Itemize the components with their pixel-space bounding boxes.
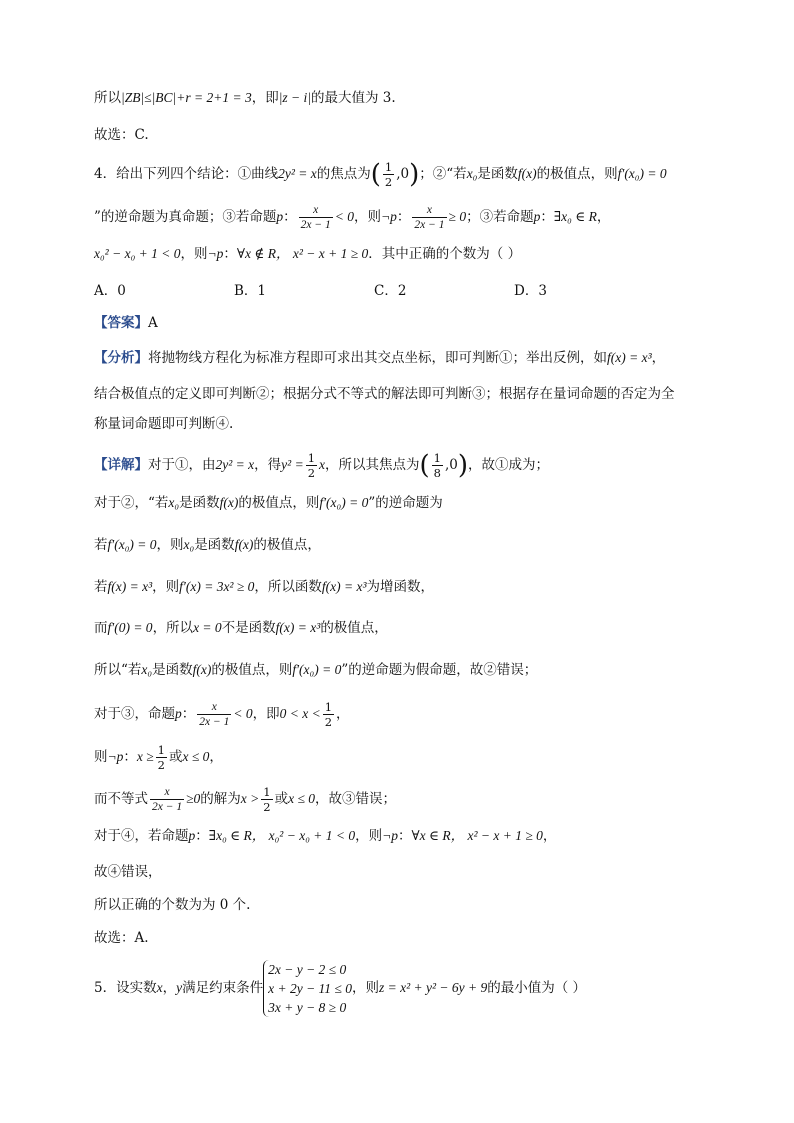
den: 2x − 1 bbox=[414, 219, 445, 231]
text: ，则 bbox=[351, 980, 379, 996]
math: z = x² + y² − 6y + 9 bbox=[378, 980, 488, 995]
math: x ≥ bbox=[136, 749, 154, 764]
text: ，则 bbox=[180, 246, 208, 262]
text: ： bbox=[123, 749, 137, 765]
math: f(x) bbox=[517, 166, 537, 181]
den: 2x − 1 bbox=[300, 219, 331, 231]
constraint: x + 2y − 11 ≤ 0 bbox=[268, 981, 352, 996]
text: ”的逆命题为真命题；③若命题 bbox=[94, 209, 277, 225]
math: x₀ bbox=[183, 537, 195, 552]
math: x = 0 bbox=[193, 620, 222, 635]
question-5-line bbox=[94, 960, 586, 1017]
text: 是函数 bbox=[152, 662, 193, 678]
math: f(x) = x³ bbox=[107, 579, 153, 594]
option-c: C．2 bbox=[374, 283, 407, 299]
den: 2x − 1 bbox=[199, 716, 230, 728]
detail-tag: 【详解】 bbox=[94, 457, 148, 473]
text: 4．给出下列四个结论：①曲线 bbox=[94, 166, 279, 182]
text: 对于③，命题 bbox=[94, 706, 175, 722]
math: x bbox=[319, 457, 326, 472]
analysis-tag: 【分析】 bbox=[94, 350, 148, 366]
text: ，即 bbox=[251, 90, 279, 106]
detail-line-3 bbox=[94, 535, 321, 555]
math: ∀x ∉ R， x² − x + 1 ≥ 0 bbox=[236, 246, 369, 261]
math: f′(0) = 0 bbox=[107, 620, 153, 635]
question-4-line-2 bbox=[94, 203, 610, 232]
detail-line-4 bbox=[94, 577, 434, 597]
math: ∀x ∈ R， x² − x + 1 ≥ 0 bbox=[411, 828, 543, 843]
math: f(x) bbox=[192, 662, 212, 677]
math: 0 < x < bbox=[279, 706, 321, 721]
math: ∃x₀ ∈ R bbox=[553, 209, 597, 224]
text: 对于④，若命题 bbox=[94, 828, 189, 844]
fraction bbox=[412, 203, 446, 232]
math: x ≤ 0 bbox=[288, 791, 316, 806]
fraction bbox=[156, 743, 167, 772]
num: 1 bbox=[307, 451, 316, 465]
math: x > bbox=[240, 791, 260, 806]
text: ，故③错误； bbox=[315, 791, 397, 807]
text: 将抛物线方程化为标准方程即可求出其交点坐标，即可判断①；举出反例，如 bbox=[148, 350, 607, 366]
den: 2 bbox=[384, 175, 393, 189]
option-d: D．3 bbox=[514, 283, 547, 299]
text: 对于①，由 bbox=[148, 457, 216, 473]
fraction bbox=[323, 700, 334, 729]
text: ： bbox=[195, 828, 209, 844]
paren: ( bbox=[419, 450, 430, 481]
math: f(x) = x³ bbox=[275, 620, 321, 635]
text: 若 bbox=[94, 537, 108, 553]
math: f(x) = x³ bbox=[607, 350, 652, 365]
text: 是函数 bbox=[194, 537, 235, 553]
text: 不是函数 bbox=[221, 620, 276, 636]
math: f′(x₀) = 0 bbox=[319, 495, 369, 510]
math: p bbox=[276, 209, 284, 224]
math: 2y² = x bbox=[215, 457, 255, 472]
text: 的最小值为（ ） bbox=[487, 980, 587, 996]
math: ≥ 0 bbox=[448, 209, 467, 224]
text: ， bbox=[596, 209, 611, 225]
num: 1 bbox=[433, 451, 441, 465]
fraction bbox=[432, 451, 443, 480]
analysis-line-2: 结合极值点的定义即可判断②；根据分式不等式的解法即可判断③；根据存在量词命题的否定为全 bbox=[94, 386, 675, 402]
fraction bbox=[306, 451, 317, 480]
num: 1 bbox=[384, 160, 393, 174]
math: y bbox=[176, 980, 183, 995]
text: ， bbox=[336, 706, 350, 722]
math: x ≤ 0 bbox=[182, 749, 210, 764]
math: ≥0 bbox=[186, 791, 201, 806]
text: ， bbox=[209, 749, 223, 765]
text: ．其中正确的个数为（ ） bbox=[368, 246, 522, 262]
text: 而 bbox=[94, 620, 108, 636]
text: ： bbox=[223, 246, 237, 262]
text: ；②“若 bbox=[419, 166, 467, 182]
text: ， bbox=[651, 350, 666, 366]
math: y² = bbox=[281, 457, 304, 472]
answer-tag: 【答案】 bbox=[94, 315, 148, 331]
text: ，所以 bbox=[152, 620, 194, 636]
text: ，所以函数 bbox=[254, 579, 322, 595]
math: x₀ bbox=[466, 166, 478, 181]
detail-line-8 bbox=[94, 743, 223, 772]
text: ： bbox=[181, 706, 196, 722]
num: x bbox=[164, 786, 170, 798]
text: 或 bbox=[274, 791, 289, 807]
math: f′(x) = 3x² ≥ 0 bbox=[179, 579, 255, 594]
text: ： bbox=[398, 828, 412, 844]
text: 满足约束条件 bbox=[182, 980, 264, 996]
math: x₀² − x₀ + 1 < 0 bbox=[94, 246, 181, 261]
den: 2x − 1 bbox=[152, 801, 183, 813]
math: x₀ bbox=[141, 662, 153, 677]
num: 1 bbox=[263, 785, 271, 799]
constraint: 2x − y − 2 ≤ 0 bbox=[268, 962, 347, 977]
math: 2y² = x bbox=[278, 166, 317, 181]
detail-line-9 bbox=[94, 785, 396, 814]
analysis-line-1 bbox=[94, 348, 665, 368]
den: 2 bbox=[263, 800, 271, 814]
option-b: B．1 bbox=[234, 283, 267, 299]
text: ；③若命题 bbox=[466, 209, 534, 225]
text: 的焦点为 bbox=[316, 166, 371, 182]
text: 为增函数， bbox=[366, 579, 435, 595]
paren: ) bbox=[409, 159, 420, 190]
text: 所以 bbox=[94, 90, 121, 106]
den: 2 bbox=[157, 758, 165, 772]
num: 1 bbox=[324, 700, 333, 714]
math: x₀ bbox=[168, 495, 180, 510]
num: x bbox=[211, 701, 217, 713]
options-row bbox=[94, 281, 654, 301]
question-4-line-3 bbox=[94, 244, 521, 264]
math: f′(x₀) = 0 bbox=[107, 537, 157, 552]
text: 所以“若 bbox=[94, 662, 142, 678]
math: f′(x₀) = 0 bbox=[617, 166, 667, 181]
text: ，即 bbox=[252, 706, 280, 722]
math: ¬p bbox=[382, 828, 398, 843]
constraint: 3x + y − 8 ≥ 0 bbox=[268, 1000, 347, 1015]
math: f(x) bbox=[219, 495, 239, 510]
detail-line-7 bbox=[94, 700, 350, 729]
den: 2 bbox=[324, 715, 333, 729]
answer-value: A bbox=[148, 315, 158, 331]
text: ,0 bbox=[445, 457, 458, 473]
text: ,0 bbox=[396, 166, 410, 182]
text: ： bbox=[540, 209, 554, 225]
question-4-line-1 bbox=[94, 160, 667, 189]
answer-line bbox=[94, 313, 158, 333]
text: 对于②，“若 bbox=[94, 495, 169, 511]
math: |ZB|≤|BC|+r = 2+1 = 3 bbox=[121, 90, 252, 105]
option-a: A．0 bbox=[94, 283, 126, 299]
fraction bbox=[197, 700, 231, 729]
math: p bbox=[175, 706, 182, 721]
text: 若 bbox=[94, 579, 108, 595]
text: ： bbox=[283, 209, 297, 225]
text: 的极值点，则 bbox=[536, 166, 618, 182]
text-line: 故选：C. bbox=[94, 127, 149, 143]
text: 而不等式 bbox=[94, 791, 148, 807]
math: ∃x₀ ∈ R， x₀² − x₀ + 1 < 0 bbox=[208, 828, 356, 843]
paren: ) bbox=[457, 450, 469, 481]
math: f′(x₀) = 0 bbox=[292, 662, 342, 677]
math: ¬p bbox=[381, 209, 397, 224]
text: ，得 bbox=[254, 457, 282, 473]
detail-line-2 bbox=[94, 493, 443, 513]
detail-line-5 bbox=[94, 618, 388, 638]
math: < 0 bbox=[233, 706, 253, 721]
text: ，则 bbox=[152, 579, 180, 595]
den: 8 bbox=[433, 466, 441, 480]
text: ，则 bbox=[354, 209, 382, 225]
text: 或 bbox=[168, 749, 183, 765]
text-line bbox=[94, 88, 396, 108]
fraction bbox=[150, 785, 184, 814]
detail-line-13: 故选：A. bbox=[94, 930, 149, 946]
den: 2 bbox=[307, 466, 316, 480]
text: 则 bbox=[94, 749, 108, 765]
paren: ( bbox=[370, 159, 381, 190]
text: ，所以其焦点为 bbox=[325, 457, 420, 473]
math: |z − i| bbox=[278, 90, 311, 105]
text: 的极值点， bbox=[320, 620, 388, 636]
fraction bbox=[299, 203, 333, 232]
detail-line-11: 故④错误， bbox=[94, 864, 162, 880]
num: 1 bbox=[157, 743, 165, 757]
text: ， bbox=[162, 980, 177, 996]
text: ： bbox=[396, 209, 411, 225]
num: x bbox=[313, 204, 319, 216]
detail-line-6 bbox=[94, 660, 537, 680]
detail-line-10 bbox=[94, 826, 556, 846]
math: < 0 bbox=[334, 209, 355, 224]
fraction bbox=[261, 785, 272, 814]
math: p bbox=[533, 209, 541, 224]
math: f(x) bbox=[234, 537, 254, 552]
text: 的极值点，则 bbox=[238, 495, 320, 511]
text: 的极值点， bbox=[253, 537, 321, 553]
math: f(x) = x³ bbox=[321, 579, 367, 594]
fraction bbox=[383, 160, 394, 189]
text: ，故①成为； bbox=[468, 457, 550, 473]
math: ¬p bbox=[107, 749, 124, 764]
math: ¬p bbox=[207, 246, 224, 261]
text: ，则 bbox=[156, 537, 184, 553]
text: 是函数 bbox=[179, 495, 220, 511]
num: x bbox=[426, 204, 433, 216]
detail-line-12: 所以正确的个数为为 0 个. bbox=[94, 897, 251, 913]
analysis-line-3: 称量词命题即可判断④. bbox=[94, 416, 234, 432]
text: 5．设实数 bbox=[94, 980, 157, 996]
constraint-system bbox=[263, 960, 352, 1017]
math: p bbox=[188, 828, 196, 843]
text: 是函数 bbox=[477, 166, 518, 182]
text: ， bbox=[542, 828, 557, 844]
detail-line-1 bbox=[94, 451, 549, 480]
text: 的最大值为 3. bbox=[311, 90, 396, 106]
text: 的解为 bbox=[200, 791, 241, 807]
text: 的极值点，则 bbox=[211, 662, 293, 678]
text: ，则 bbox=[355, 828, 383, 844]
text: ”的逆命题为 bbox=[368, 495, 443, 511]
math: x bbox=[156, 980, 163, 995]
text: ”的逆命题为假命题，故②错误； bbox=[341, 662, 538, 678]
